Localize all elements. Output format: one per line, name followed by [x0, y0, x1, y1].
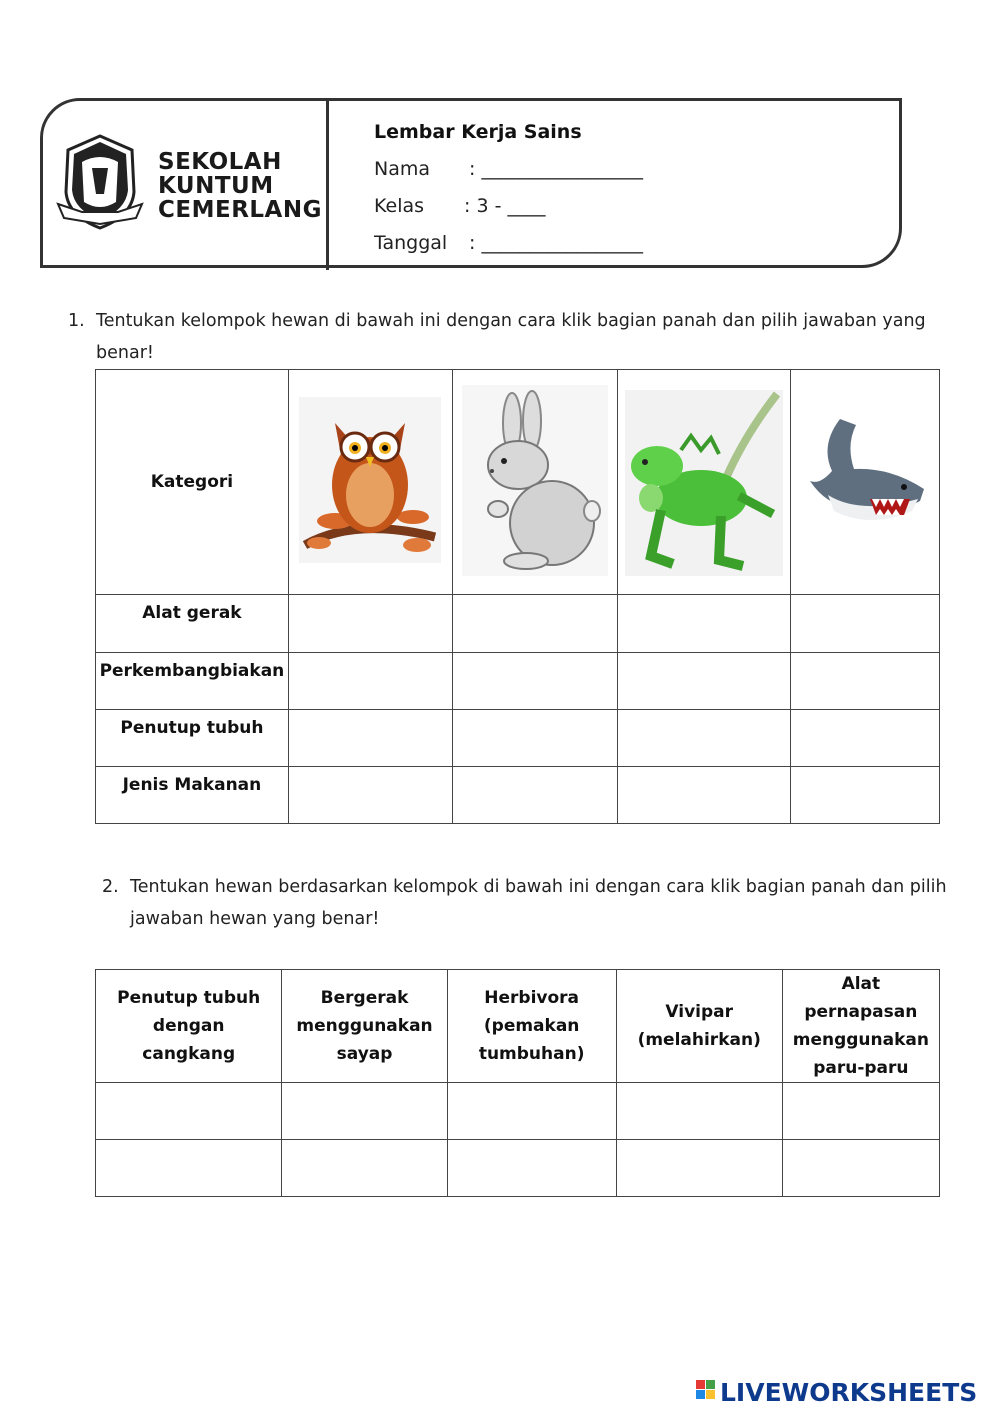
- name-field[interactable]: [374, 158, 643, 180]
- class-label: Kelas: [374, 195, 425, 217]
- question-number: 2.: [102, 877, 119, 897]
- owl-image: [295, 395, 445, 565]
- answer-dropdown[interactable]: [288, 767, 452, 824]
- answer-dropdown[interactable]: [782, 1083, 939, 1140]
- answer-dropdown[interactable]: [452, 595, 618, 653]
- date-field[interactable]: [374, 232, 643, 254]
- rabbit-image: [460, 383, 610, 578]
- svg-text:LIVEWORKSHEETS: LIVEWORKSHEETS: [720, 1378, 978, 1407]
- rabbit-cell: [452, 370, 618, 595]
- answer-dropdown[interactable]: [618, 595, 791, 653]
- name-label: Nama: [374, 158, 431, 180]
- date-value[interactable]: : _________________: [469, 232, 643, 254]
- school-name: [158, 150, 322, 222]
- row-label-penutup-tubuh: Penutup tubuh: [96, 710, 289, 767]
- answer-dropdown[interactable]: [618, 767, 791, 824]
- question-1: [68, 305, 958, 369]
- answer-dropdown[interactable]: [791, 767, 940, 824]
- question-2: [102, 871, 958, 935]
- header-vivipar: Vivipar (melahirkan): [616, 970, 782, 1083]
- question-text: Tentukan kelompok hewan di bawah ini dengan cara klik bagian panah dan pilih jawaban yang benar!: [96, 311, 926, 363]
- header-bergerak-sayap: Bergerak menggunakan sayap: [282, 970, 447, 1083]
- answer-dropdown[interactable]: [447, 1083, 616, 1140]
- row-label-jenis-makanan: Jenis Makanan: [96, 767, 289, 824]
- answer-dropdown[interactable]: [618, 653, 791, 710]
- row-label-perkembangbiakan: Perkembangbiakan: [96, 653, 289, 710]
- answer-dropdown[interactable]: [282, 1140, 447, 1197]
- answer-dropdown[interactable]: [288, 710, 452, 767]
- header-herbivora: Herbivora (pemakan tumbuhan): [447, 970, 616, 1083]
- class-value[interactable]: : 3 - ____: [464, 195, 546, 217]
- animal-category-table: [95, 369, 940, 824]
- school-logo: [52, 132, 148, 236]
- answer-dropdown[interactable]: [447, 1140, 616, 1197]
- answer-dropdown[interactable]: [791, 595, 940, 653]
- answer-dropdown[interactable]: [96, 1140, 282, 1197]
- answer-dropdown[interactable]: [616, 1083, 782, 1140]
- school-name-line: CEMERLANG: [158, 197, 322, 223]
- answer-dropdown[interactable]: [618, 710, 791, 767]
- answer-dropdown[interactable]: [452, 710, 618, 767]
- answer-dropdown[interactable]: [791, 710, 940, 767]
- school-name-line: KUNTUM: [158, 173, 274, 199]
- answer-dropdown[interactable]: [452, 653, 618, 710]
- animal-group-table: [95, 969, 940, 1197]
- date-label: Tanggal: [374, 232, 448, 254]
- owl-cell: [288, 370, 452, 595]
- iguana-cell: [618, 370, 791, 595]
- answer-dropdown[interactable]: [96, 1083, 282, 1140]
- answer-dropdown[interactable]: [288, 653, 452, 710]
- header-divider: [326, 98, 329, 270]
- category-header: Kategori: [96, 370, 289, 595]
- question-text: Tentukan hewan berdasarkan kelompok di bawah ini dengan cara klik bagian panah dan pilih jawaban hewan yang benar!: [130, 877, 947, 929]
- header-paru-paru: Alat pernapasan menggunakan paru-paru: [782, 970, 939, 1083]
- class-field[interactable]: [374, 195, 545, 217]
- school-name-line: SEKOLAH: [158, 149, 282, 175]
- answer-dropdown[interactable]: [452, 767, 618, 824]
- shark-image: [800, 415, 930, 545]
- answer-dropdown[interactable]: [782, 1140, 939, 1197]
- answer-dropdown[interactable]: [791, 653, 940, 710]
- liveworksheets-logo: [696, 1376, 996, 1412]
- answer-dropdown[interactable]: [616, 1140, 782, 1197]
- question-number: 1.: [68, 311, 85, 331]
- name-value[interactable]: : _________________: [469, 158, 643, 180]
- answer-dropdown[interactable]: [282, 1083, 447, 1140]
- row-label-alat-gerak: Alat gerak: [96, 595, 289, 653]
- sheet-title: Lembar Kerja Sains: [374, 121, 582, 143]
- header-penutup-cangkang: Penutup tubuh dengan cangkang: [96, 970, 282, 1083]
- shark-cell: [791, 370, 940, 595]
- answer-dropdown[interactable]: [288, 595, 452, 653]
- iguana-image: [621, 380, 787, 580]
